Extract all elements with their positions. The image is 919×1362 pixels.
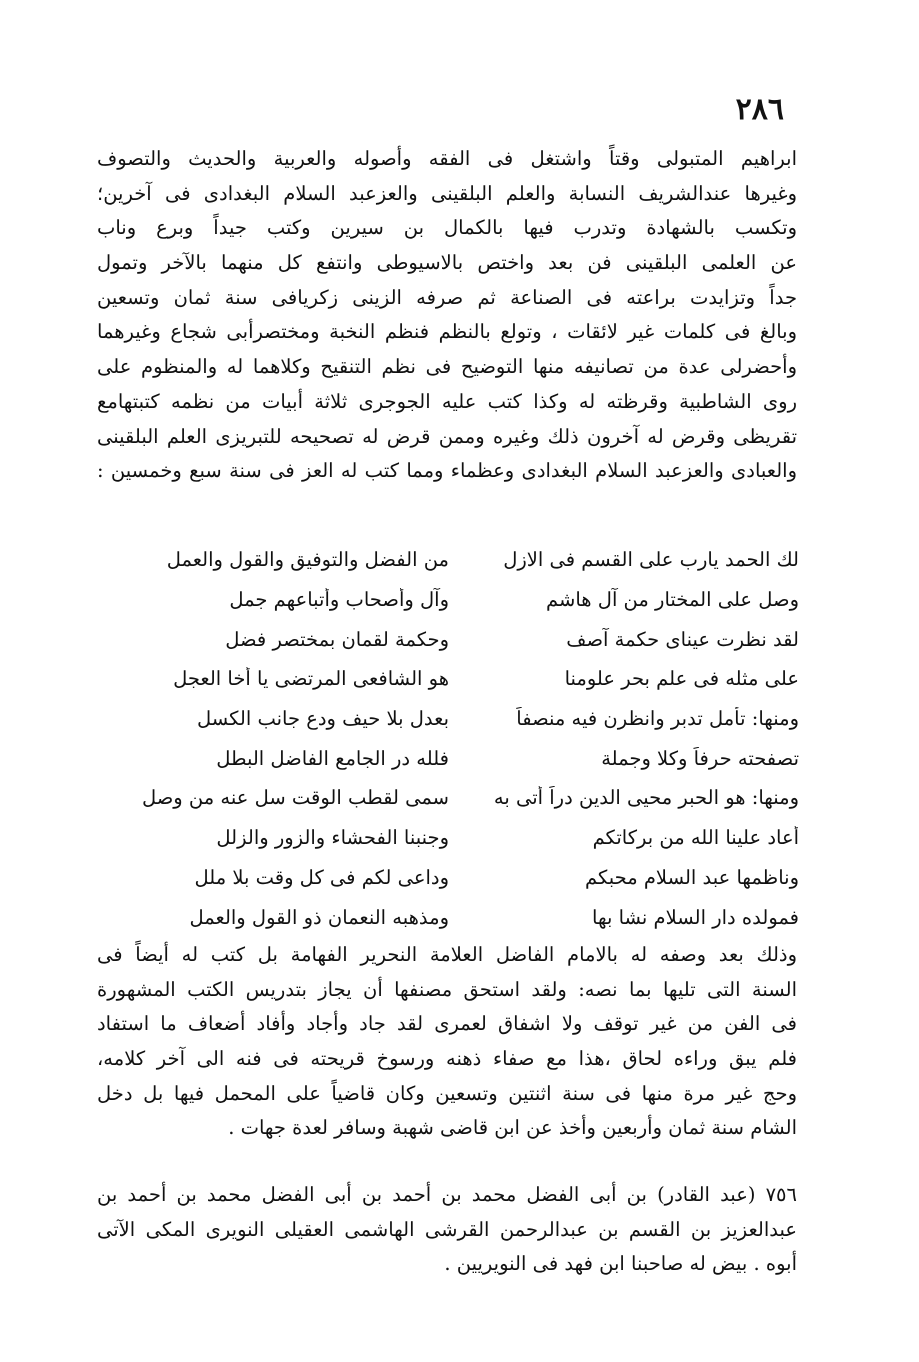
poem-verse bbox=[99, 540, 799, 580]
text-line: عن العلمى البلقينى فن بعد واختص بالاسيوطى وانتفع كل منهما بالآخر وتمول bbox=[97, 251, 797, 275]
text-line: وحج غير مرة منها فى سنة اثنتين وتسعين وكان قاضياً على المحمل فيها بل دخل bbox=[97, 1081, 797, 1105]
text-line: عبدالعزيز بن القسم بن عبدالرحمن القرشى الهاشمى العقيلى النويرى المكى الآتى bbox=[97, 1217, 797, 1241]
second-hemistich: هو الشافعى المرتضى يا أخا العجل bbox=[173, 667, 449, 691]
text-line: وغيرها عندالشريف النسابة والعلم البلقينى والعزعبد السلام البغدادى فى آخرين؛ bbox=[97, 181, 797, 205]
poem-verse bbox=[99, 738, 799, 778]
poem-verse bbox=[99, 619, 799, 659]
second-hemistich: سمى لقطب الوقت سل عنه من وصل bbox=[141, 786, 449, 810]
poem-verse bbox=[99, 818, 799, 858]
first-hemistich: أعاد علينا الله من بركاتكم bbox=[592, 826, 799, 850]
intro-paragraph bbox=[97, 142, 797, 489]
text-line: وبالغ فى كلمات غير لائقات ، وتولع بالنظم فنظم النخبة ومختصرأبى شجاع وغيرهما bbox=[97, 320, 797, 344]
text-line: جداً وتزايدت براعته فى الصناعة ثم صرفه الزينى زكريافى سنة ثمان وتسعين bbox=[97, 285, 797, 309]
biography-entry bbox=[97, 1178, 797, 1282]
first-hemistich: لك الحمد يارب على القسم فى الازل bbox=[503, 548, 799, 572]
first-hemistich: ومنها: هو الحبر محيى الدين دراً أتى به bbox=[493, 786, 799, 810]
second-hemistich: وداعى لكم فى كل وقت بلا ملل bbox=[194, 865, 449, 889]
text-line: وأحضرلى عدة من تصانيفه منها التوضيح فى نظم التنقيح وكلاهما له والمنظوم على bbox=[97, 355, 797, 379]
text-line: والعبادى والعزعبد السلام البغدادى وعظماء ومما كتب له العز فى سنة سبع وخمسين : bbox=[97, 459, 797, 483]
first-hemistich: لقد نظرت عيناى حكمة آصف bbox=[566, 627, 799, 651]
poem bbox=[99, 540, 799, 937]
first-hemistich: تصفحته حرفاً وكلا وجملة bbox=[601, 746, 799, 770]
text-line: تقريظى وقرض له آخرون ذلك وغيره وممن قرض له تصحيحه للتبريزى العلم البلقينى bbox=[97, 424, 797, 448]
first-hemistich: وصل على المختار من آل هاشم bbox=[546, 588, 799, 612]
poem-verse bbox=[99, 580, 799, 620]
first-hemistich: وناظمها عبد السلام محبكم bbox=[585, 865, 799, 889]
second-hemistich: من الفضل والتوفيق والقول والعمل bbox=[166, 548, 449, 572]
poem-verse bbox=[99, 778, 799, 818]
continuation-paragraph bbox=[97, 938, 797, 1146]
text-line: أبوه . بيض له صاحبنا ابن فهد فى النويريين . bbox=[444, 1252, 797, 1276]
second-hemistich: ومذهبه النعمان ذو القول والعمل bbox=[189, 905, 449, 929]
text-line: روى الشاطبية وقرظته له وكذا كتب عليه الجوجرى ثلاثة أبيات من نظمه كتبتهامع bbox=[97, 389, 797, 413]
text-line: فلم يبق وراءه لحاق ،هذا مع صفاء ذهنه ورسوخ قريحته فى فنه الى آخر كلامه، bbox=[97, 1047, 797, 1071]
text-line: ابراهيم المتبولى وقتاً واشتغل فى الفقه وأصوله والعربية والحديث والتصوف bbox=[97, 147, 797, 170]
second-hemistich: بعدل بلا حيف ودع جانب الكسل bbox=[196, 707, 449, 731]
poem-verse bbox=[99, 858, 799, 898]
text-line: فى الفن من غير توقف ولا اشفاق لعمرى لقد جاد وأجاد وأفاد أضعاف ما استفاد bbox=[97, 1012, 797, 1036]
first-hemistich: فمولده دار السلام نشا بها bbox=[592, 905, 799, 929]
poem-verse bbox=[99, 699, 799, 739]
text-line: السنة التى تليها بما نصه: ولقد استحق مصنفها أن يجاز بتدريس الكتب المشهورة bbox=[97, 977, 797, 1001]
second-hemistich: وجنبنا الفحشاء والزور والزلل bbox=[216, 826, 449, 850]
second-hemistich: وآل وأصحاب وأتباعهم جمل bbox=[229, 588, 449, 612]
text-line: الشام سنة ثمان وأربعين وأخذ عن ابن قاضى شهبة وسافر لعدة جهات . bbox=[228, 1116, 797, 1140]
text-line: وتكسب بالشهادة وتدرب فيها بالكمال بن سيرين وكتب جيداً وبرع وناب bbox=[97, 216, 797, 240]
second-hemistich: فلله در الجامع الفاضل البطل bbox=[216, 746, 449, 770]
poem-verse bbox=[99, 897, 799, 937]
page-number: ٢٨٦ bbox=[735, 92, 784, 127]
first-hemistich: ومنها: تأمل تدبر وانظرن فيه منصفاً bbox=[516, 707, 799, 731]
first-hemistich: على مثله فى علم بحر علومنا bbox=[564, 667, 799, 691]
second-hemistich: وحكمة لقمان بمختصر فضل bbox=[225, 627, 449, 651]
text-line: وذلك بعد وصفه له بالامام الفاضل العلامة النحرير الفهامة بل كتب له أيضاً فى bbox=[97, 943, 797, 966]
text-line: ٧٥٦ (عبد القادر) بن أبى الفضل محمد بن أحمد بن أبى الفضل محمد بن أحمد بن bbox=[97, 1183, 797, 1206]
poem-verse bbox=[99, 659, 799, 699]
